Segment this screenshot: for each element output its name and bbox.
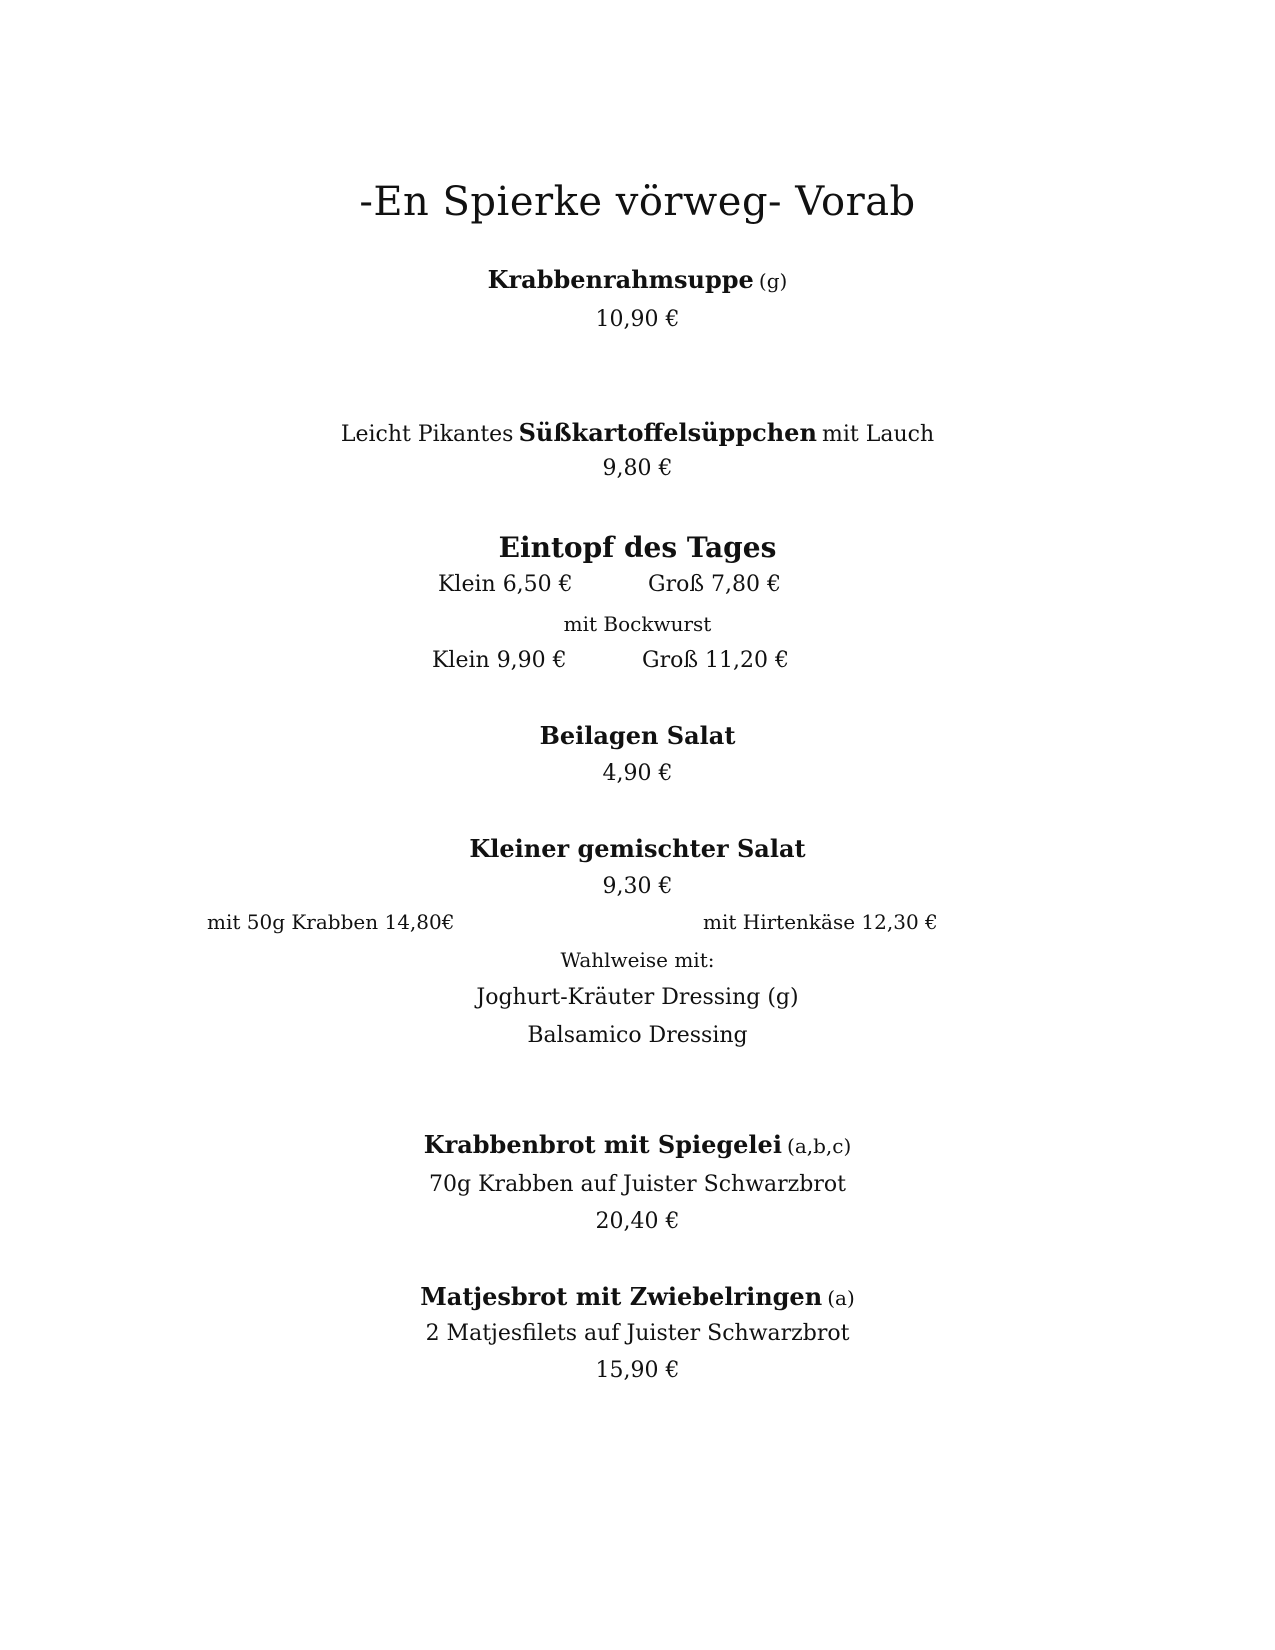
option-hirtenkaese: mit Hirtenkäse 12,30 € xyxy=(703,910,938,934)
allergen-note: (a,b,c) xyxy=(787,1134,852,1158)
allergen-note: (g) xyxy=(758,269,788,293)
menu-item-krabbenbrot xyxy=(0,1130,1275,1159)
dressing-option: Joghurt-Kräuter Dressing (g) xyxy=(476,985,799,1010)
menu-item-matjesbrot xyxy=(0,1282,1275,1311)
item-description: 70g Krabben auf Juister Schwarzbrot xyxy=(429,1172,846,1197)
item-name: Süßkartoffelsüppchen xyxy=(518,418,817,447)
item-price: 9,30 € xyxy=(602,874,673,899)
price-gross: Groß 7,80 € xyxy=(648,572,781,597)
item-price: 10,90 € xyxy=(595,307,680,332)
item-prefix: Leicht Pikantes xyxy=(340,422,514,447)
menu-item-krabbenrahmsuppe xyxy=(0,265,1275,294)
option-krabben: mit 50g Krabben 14,80€ xyxy=(207,910,455,934)
item-price: 15,90 € xyxy=(595,1358,680,1383)
item-name: Krabbenrahmsuppe xyxy=(487,265,754,294)
price-bockwurst-klein: Klein 9,90 € xyxy=(432,648,567,673)
menu-item-beilagen-salat: Beilagen Salat xyxy=(539,721,736,750)
price-bockwurst-gross: Groß 11,20 € xyxy=(642,648,789,673)
price-klein: Klein 6,50 € xyxy=(438,572,573,597)
dressing-option: Balsamico Dressing xyxy=(527,1023,748,1048)
dressing-label: Wahlweise mit: xyxy=(560,948,715,972)
allergen-note: (a) xyxy=(827,1286,855,1310)
menu-item-suesskartoffelsueppchen xyxy=(0,418,1275,447)
menu-item-gemischter-salat: Kleiner gemischter Salat xyxy=(469,834,806,863)
menu-item-eintopf: Eintopf des Tages xyxy=(498,531,777,564)
item-suffix: mit Lauch xyxy=(822,422,935,447)
menu-title: -En Spierke vörweg- Vorab xyxy=(359,179,916,225)
item-name: Krabbenbrot mit Spiegelei xyxy=(423,1130,782,1159)
item-description: 2 Matjesfilets auf Juister Schwarzbrot xyxy=(425,1321,850,1346)
item-name: Matjesbrot mit Zwiebelringen xyxy=(420,1282,823,1311)
item-price: 4,90 € xyxy=(602,761,673,786)
bockwurst-label: mit Bockwurst xyxy=(563,612,712,636)
item-price: 9,80 € xyxy=(602,456,673,481)
item-price: 20,40 € xyxy=(595,1209,680,1234)
